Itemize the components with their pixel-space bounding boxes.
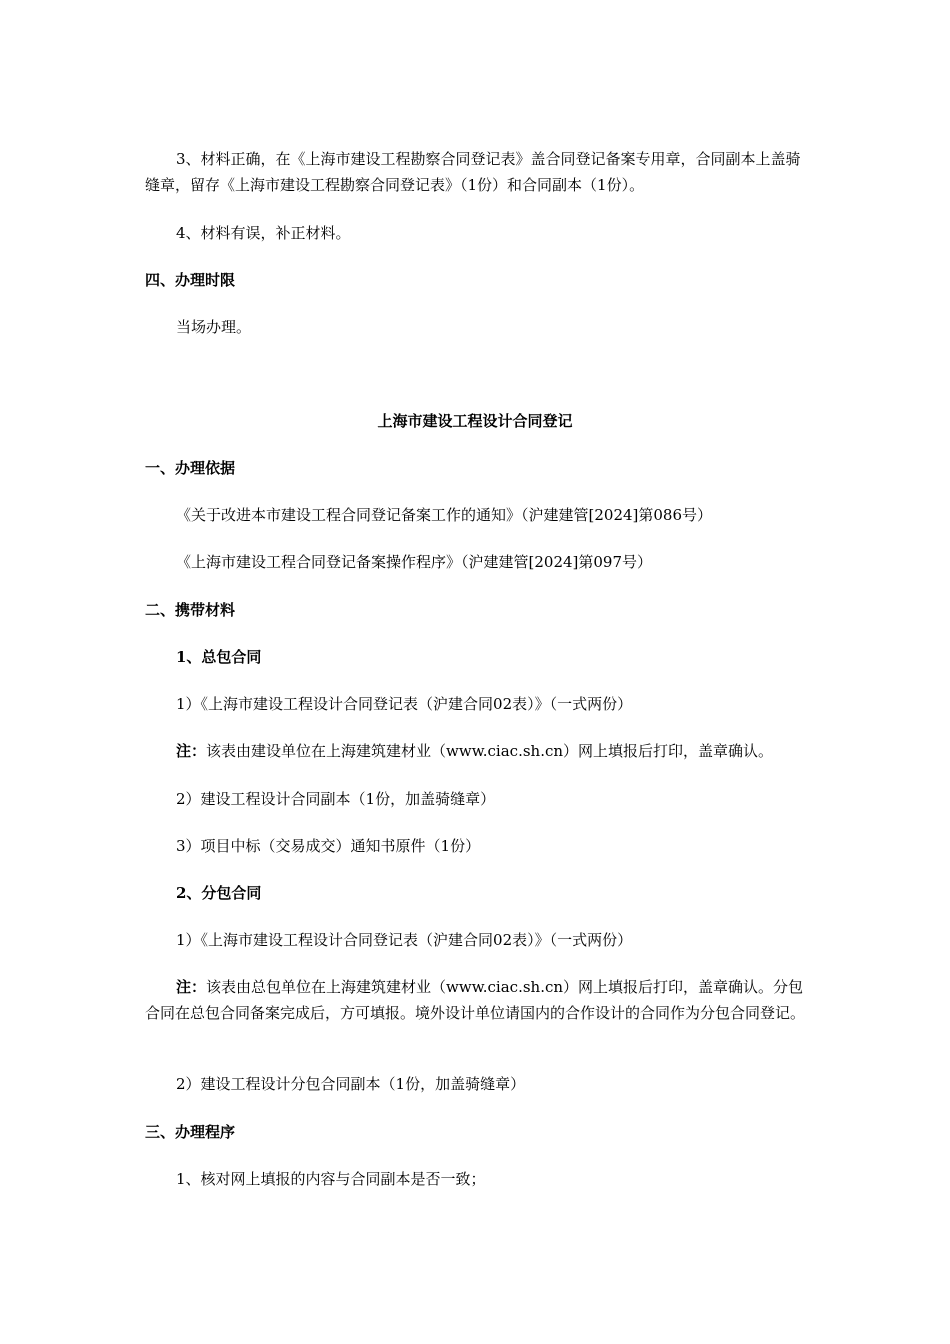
procedure-step: 1、核对网上填报的内容与合同副本是否一致； bbox=[176, 1170, 486, 1188]
list-item: 2）建设工程设计分包合同副本（1份，加盖骑缝章） bbox=[176, 1075, 526, 1093]
list-item: 3）项目中标（交易成交）通知书原件（1份） bbox=[176, 837, 481, 855]
subheading-general-contract: 1、总包合同 bbox=[176, 648, 262, 666]
heading-time-limit: 四、办理时限 bbox=[145, 271, 236, 289]
paragraph-material-error: 4、材料有误，补正材料。 bbox=[176, 224, 351, 242]
list-item: 1）《上海市建设工程设计合同登记表（沪建合同02表）》（一式两份） bbox=[176, 695, 633, 713]
note-general bbox=[176, 738, 806, 764]
heading-procedure: 三、办理程序 bbox=[145, 1123, 236, 1141]
basis-item: 《关于改进本市建设工程合同登记备案工作的通知》（沪建建管[2024]第086号） bbox=[176, 506, 713, 524]
subheading-subcontract: 2、分包合同 bbox=[176, 884, 262, 902]
paragraph-time-limit: 当场办理。 bbox=[176, 318, 252, 336]
heading-basis: 一、办理依据 bbox=[145, 459, 236, 477]
note-text: 该表由总包单位在上海建筑建材业（www.ciac.sh.cn）网上填报后打印，盖章确认。分包合同在总包合同备案完成后，方可填报。境外设计单位请国内的合作设计的合同作为分包合同登记。 bbox=[145, 978, 806, 1022]
heading-materials: 二、携带材料 bbox=[145, 601, 236, 619]
note-subcontract bbox=[145, 974, 805, 1026]
paragraph-material-correct: 3、材料正确，在《上海市建设工程勘察合同登记表》盖合同登记备案专用章，合同副本上盖骑缝章，留存《上海市建设工程勘察合同登记表》（1份）和合同副本（1份）。 bbox=[145, 150, 801, 194]
list-item: 2）建设工程设计合同副本（1份，加盖骑缝章） bbox=[176, 790, 496, 808]
note-text: 该表由建设单位在上海建筑建材业（www.ciac.sh.cn）网上填报后打印，盖章确认。 bbox=[206, 742, 774, 760]
note-label: 注： bbox=[176, 742, 207, 760]
basis-item: 《上海市建设工程合同登记备案操作程序》（沪建建管[2024]第097号） bbox=[176, 553, 653, 571]
note-label: 注： bbox=[176, 978, 207, 996]
section-title: 上海市建设工程设计合同登记 bbox=[377, 412, 573, 430]
list-item: 1）《上海市建设工程设计合同登记表（沪建合同02表）》（一式两份） bbox=[176, 931, 633, 949]
